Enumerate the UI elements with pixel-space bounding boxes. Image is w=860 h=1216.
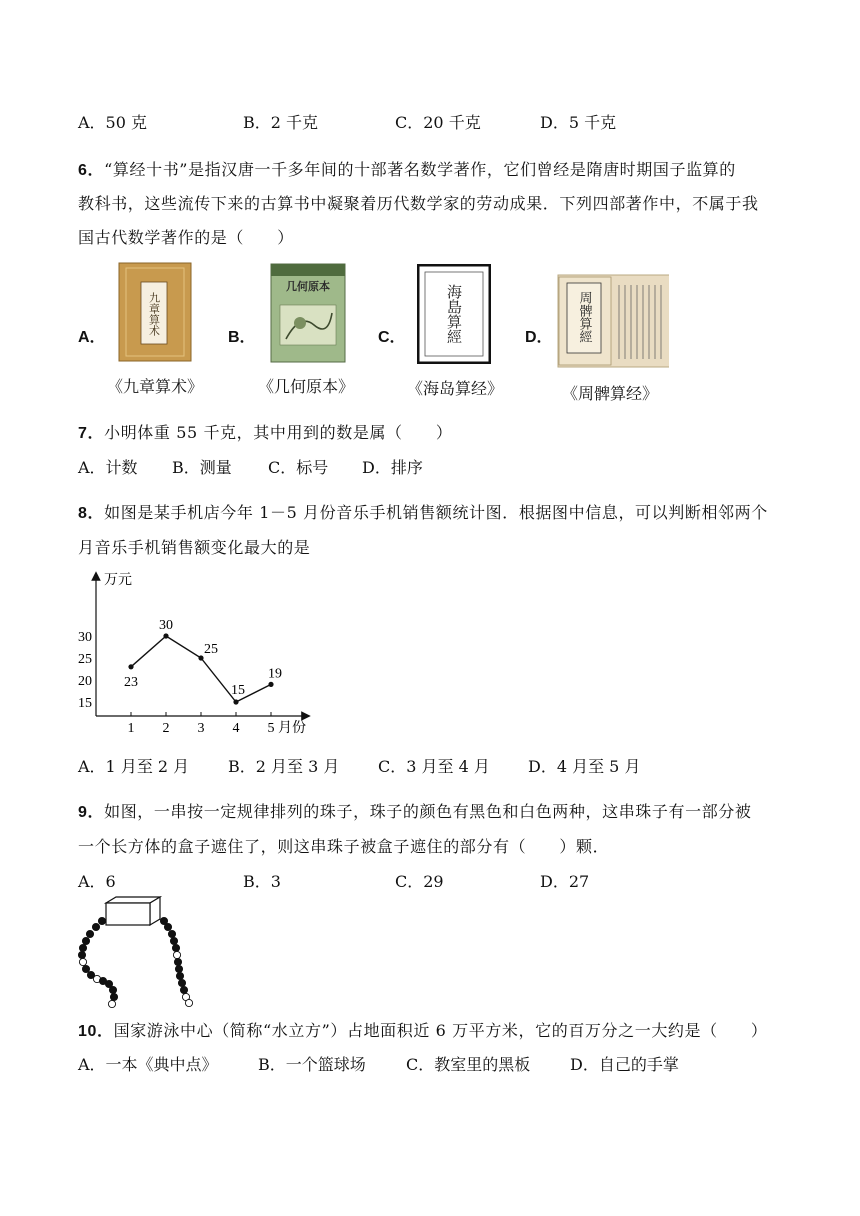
white-bead bbox=[173, 951, 180, 958]
data-point-5 bbox=[268, 682, 273, 687]
black-bead bbox=[110, 993, 117, 1000]
q6-option-b-letter: B． bbox=[228, 329, 256, 346]
white-bead bbox=[108, 1000, 115, 1007]
q9-line-1: 如图，一串按一定规律排列的珠子，珠子的颜色有黑色和白色两种，这串珠子有一部分被 bbox=[104, 802, 752, 821]
q7-number: 7． bbox=[78, 425, 105, 442]
black-bead bbox=[170, 937, 177, 944]
black-bead bbox=[82, 937, 89, 944]
black-bead bbox=[82, 965, 89, 972]
q9-number: 9． bbox=[78, 804, 105, 821]
q8-number: 8． bbox=[78, 505, 105, 522]
q6-option-d-letter: D． bbox=[525, 329, 553, 346]
book-zhoubi-image bbox=[557, 271, 669, 371]
q10-text: 国家游泳中心（简称“水立方”）占地面积近 6 万平方米，它的百万分之一大约是（ ） bbox=[113, 1021, 768, 1040]
box-figure bbox=[106, 897, 160, 925]
data-label-5: 19 bbox=[268, 666, 282, 682]
data-label-3: 25 bbox=[204, 642, 218, 657]
black-bead bbox=[174, 958, 181, 965]
black-bead bbox=[164, 923, 171, 930]
q6-line-2: 教科书，这些流传下来的古算书中凝聚着历代数学家的劳动成果．下列四部著作中，不属于我 bbox=[78, 194, 759, 213]
black-bead bbox=[178, 979, 185, 986]
chart-x-axis-label: 月份 bbox=[278, 720, 306, 736]
black-bead bbox=[172, 944, 179, 951]
x-tick-label-3: 3 bbox=[197, 721, 205, 736]
q9-option-b: B．3 bbox=[243, 872, 281, 891]
data-point-2 bbox=[163, 633, 168, 638]
data-label-4: 15 bbox=[231, 683, 245, 698]
q8-line-2: 月音乐手机销售额变化最大的是 bbox=[78, 538, 311, 557]
black-bead bbox=[168, 930, 175, 937]
white-bead bbox=[185, 999, 192, 1006]
x-tick-label-4: 4 bbox=[232, 721, 240, 736]
caption-jihe: 《几何原本》 bbox=[258, 377, 355, 396]
x-tick-label-5: 5 bbox=[267, 721, 275, 736]
q6-option-c-letter: C． bbox=[378, 329, 406, 346]
x-tick-label-1: 1 bbox=[127, 721, 135, 736]
data-label-1: 23 bbox=[124, 674, 138, 690]
q5-option-b: B．2 千克 bbox=[243, 113, 319, 132]
q8-option-b: B．2 月至 3 月 bbox=[228, 757, 340, 776]
q6-line-3: 国古代数学著作的是（ ） bbox=[78, 228, 294, 247]
q6-line-1: “算经十书”是指汉唐一千多年间的十部著名数学著作，它们曾经是隋唐时期国子监算的 bbox=[104, 160, 736, 179]
y-tick-label-15: 15 bbox=[78, 696, 92, 711]
y-tick-label-25: 25 bbox=[78, 652, 92, 667]
q10-option-b: B．一个篮球场 bbox=[258, 1055, 366, 1074]
book-c-title: 海島算經 bbox=[445, 284, 463, 344]
caption-haidao: 《海岛算经》 bbox=[407, 379, 504, 398]
q8-line-1: 如图是某手机店今年 1－5 月份音乐手机销售额统计图．根据图中信息，可以判断相邻两个 bbox=[104, 503, 768, 522]
black-bead bbox=[175, 965, 182, 972]
book-jiuzhang-image bbox=[118, 262, 192, 362]
data-point-3 bbox=[198, 655, 203, 660]
q9-line-2: 一个长方体的盒子遮住了，则这串珠子被盒子遮住的部分有（ ）颗． bbox=[78, 837, 610, 856]
book-haidao-image bbox=[417, 264, 491, 364]
q5-option-d: D．5 千克 bbox=[540, 113, 617, 132]
q9-option-c: C．29 bbox=[395, 872, 444, 891]
black-bead bbox=[79, 944, 86, 951]
q9-option-d: D．27 bbox=[540, 872, 590, 891]
white-bead bbox=[79, 958, 86, 965]
q7-option-a: A．计数 bbox=[78, 458, 138, 477]
caption-zhoubi: 《周髀算经》 bbox=[562, 384, 659, 403]
black-bead bbox=[176, 972, 183, 979]
y-tick-label-30: 30 bbox=[78, 630, 92, 645]
black-bead bbox=[86, 930, 93, 937]
q8-option-d: D．4 月至 5 月 bbox=[528, 757, 641, 776]
q10-option-c: C．教室里的黑板 bbox=[406, 1055, 531, 1074]
q8-option-a: A．1 月至 2 月 bbox=[78, 757, 190, 776]
q10-number: 10． bbox=[78, 1023, 114, 1040]
black-bead bbox=[92, 923, 99, 930]
q8-option-c: C．3 月至 4 月 bbox=[378, 757, 490, 776]
caption-jiuzhang: 《九章算术》 bbox=[107, 377, 204, 396]
q10-option-d: D．自己的手掌 bbox=[570, 1055, 679, 1074]
bead-string-figure bbox=[72, 893, 202, 1011]
book-d-title: 周髀算經 bbox=[576, 291, 592, 343]
black-bead bbox=[78, 951, 85, 958]
black-bead bbox=[109, 986, 116, 993]
data-point-4 bbox=[233, 699, 238, 704]
data-point-1 bbox=[128, 664, 133, 669]
q7-option-d: D．排序 bbox=[362, 458, 423, 477]
data-label-2: 30 bbox=[159, 618, 173, 633]
q5-option-a: A．50 克 bbox=[78, 113, 148, 132]
sales-line-chart bbox=[70, 566, 330, 742]
y-tick-label-20: 20 bbox=[78, 674, 92, 689]
book-a-title: 九章算术 bbox=[147, 292, 161, 336]
chart-y-axis-label: 万元 bbox=[104, 572, 132, 588]
q10-option-a: A．一本《典中点》 bbox=[78, 1055, 218, 1074]
book-jihe-image bbox=[270, 263, 346, 363]
x-tick-label-2: 2 bbox=[162, 721, 170, 736]
book-b-title: 几何原本 bbox=[286, 280, 330, 293]
q6-number: 6． bbox=[78, 162, 105, 179]
black-bead bbox=[98, 917, 105, 924]
q7-option-c: C．标号 bbox=[268, 458, 329, 477]
q6-option-a-letter: A． bbox=[78, 329, 106, 346]
black-bead bbox=[180, 986, 187, 993]
series-line bbox=[131, 636, 271, 702]
q5-option-c: C．20 千克 bbox=[395, 113, 481, 132]
q7-text: 小明体重 55 千克，其中用到的数是属（ ） bbox=[104, 423, 453, 442]
q9-option-a: A．6 bbox=[78, 872, 116, 891]
q7-option-b: B．测量 bbox=[172, 458, 232, 477]
